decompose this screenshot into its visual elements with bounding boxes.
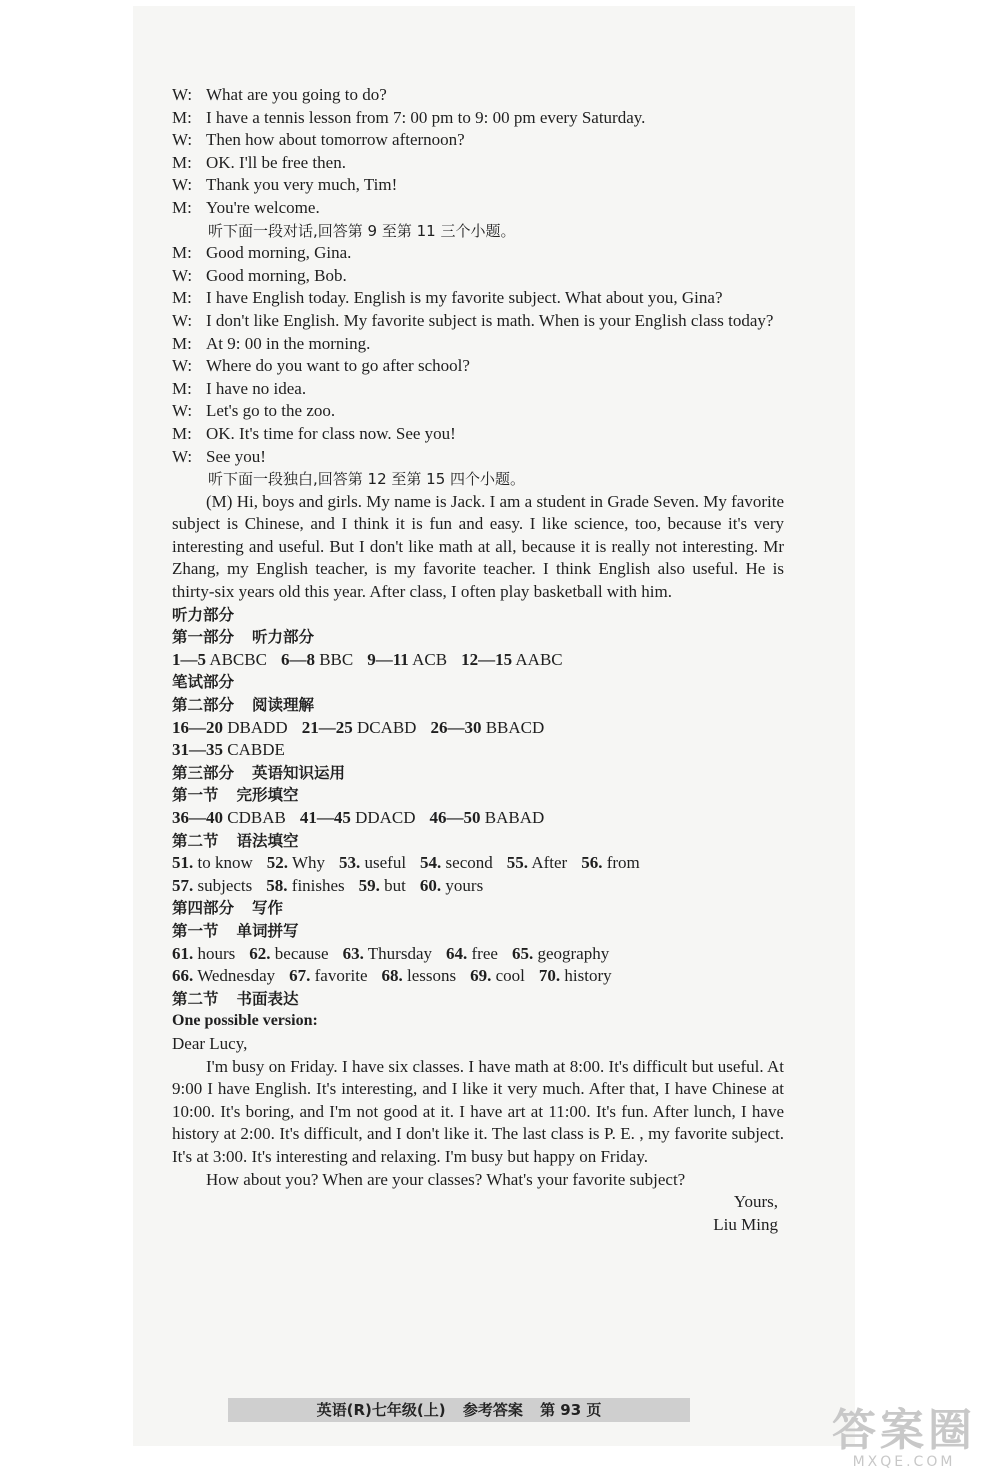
speaker-label: W: [172,130,193,150]
answers-51-56 [172,852,784,875]
answer-value: subjects [197,875,253,895]
dialog-text: OK. I'll be free then. [206,152,346,172]
dialog-line [172,355,784,378]
answer-number: 63. [342,943,364,963]
answer-value: CABDE [227,740,285,760]
heading-part4-num: 第四部分 [172,899,235,918]
heading-section3-title: 单词拼写 [236,921,299,940]
version-label: One possible version: [172,1012,318,1030]
answer-value: DDACD [355,808,416,827]
speaker-label: M: [172,333,192,353]
heading-part3-title: 英语知识运用 [252,763,346,782]
answer-value: Why [291,853,325,873]
speaker-label: M: [172,378,192,398]
answer-value: free [471,943,498,963]
answer-number: 53. [339,853,361,873]
heading-section2-num: 第二节 [172,831,219,850]
heading-section2-title: 语法填空 [236,831,299,850]
answer-number: 46—50 [429,808,481,827]
dialog-line [172,84,784,107]
answer-number: 56. [581,853,603,873]
dialog-text: Good morning, Gina. [206,243,352,263]
dialog-line [172,129,784,152]
watermark-logo [832,1405,976,1470]
speaker-label: M: [172,288,192,308]
answer-number: 62. [249,943,271,963]
dialog-text: See you! [206,446,266,466]
letter-closing: Yours, [733,1192,778,1212]
answer-number: 6—8 [280,649,315,669]
answer-number: 69. [470,966,492,986]
answers-16-30 [172,717,784,740]
answer-number: 67. [289,966,311,986]
dialog-text: Where do you want to go after school? [206,356,470,376]
answer-value: cool [495,966,525,986]
dialog-text: Let's go to the zoo. [206,401,336,421]
answer-value: history [564,966,612,986]
dialog-text: I don't like English. My favorite subject is math. When is your English class today? [206,310,774,330]
answer-number: 12—15 [461,649,513,669]
dialog-text: I have no idea. [206,378,307,398]
answer-number: 21—25 [301,717,353,737]
dialog-line [172,174,784,197]
speaker-label: M: [172,243,192,263]
dialog-2 [172,242,784,468]
heading-listening: 听力部分 [172,605,235,624]
answer-number: 9—11 [367,649,409,669]
answer-value: yours [445,875,484,895]
heading-part1 [172,626,784,649]
speaker-label: W: [172,310,193,330]
answer-value: favorite [314,966,368,986]
answer-value: from [606,853,640,873]
answers-1-15 [172,649,784,672]
speaker-label: M: [172,197,192,217]
answer-value: hours [197,943,236,963]
speaker-label: M: [172,107,192,127]
monologue: (M) Hi, boys and girls. My name is Jack. I am a student in Grade Seven. My favorite subject is Chinese, and I think it is fun and easy. I like science, too, because it's very interesting and useful. But I don't like math at all, because it is really not interesting. Mr Zhang, my English teacher, is my favorite teacher. I think English also useful. He is thirty-six years old this year. After class, I often play basketball with him. [172,491,784,602]
dialog-text: I have a tennis lesson from 7: 00 pm to 9: 00 pm every Saturday. [206,107,646,127]
dialog-line [172,333,784,356]
watermark-title: 答案圈 [832,1405,976,1456]
footer-page-number: 第 93 页 [540,1401,602,1419]
letter-signature: Liu Ming [713,1214,778,1234]
page-content [172,84,784,1236]
heading-section3-num: 第一节 [172,921,219,940]
answer-number: 41—45 [299,808,351,827]
dialog-line [172,265,784,288]
answer-value: to know [197,853,253,873]
answer-number: 64. [446,943,468,963]
speaker-label: M: [172,152,192,172]
heading-section4-title: 书面表达 [236,989,299,1008]
answer-value: geography [537,943,610,963]
dialog-text: Good morning, Bob. [206,265,347,285]
heading-section4-num: 第二节 [172,989,219,1008]
dialog-line [172,400,784,423]
dialog-text: I have English today. English is my favorite subject. What about you, Gina? [206,288,723,308]
answer-number: 60. [419,875,442,895]
dialog-line [172,107,784,130]
answer-number: 36—40 [172,808,223,827]
heading-section1-title: 完形填空 [236,786,299,805]
answer-number: 52. [266,853,288,873]
answer-number: 58. [266,875,288,895]
speaker-label: W: [172,85,193,104]
answer-value: because [274,943,329,963]
answer-number: 70. [538,966,561,986]
answers-31-35 [172,739,784,762]
answer-number: 59. [358,875,380,895]
answer-value: DCABD [356,717,417,737]
speaker-label: W: [172,175,193,195]
answer-number: 55. [506,853,529,873]
answer-number: 16—20 [172,717,223,737]
answer-value: lessons [407,966,457,986]
answer-value: AABC [515,649,563,669]
answer-value: ABCBC [209,649,267,669]
dialog-text: At 9: 00 in the morning. [206,333,371,353]
answers-57-60 [172,875,784,898]
heading-section1 [172,784,784,807]
letter-greeting: Dear Lucy, [172,1033,248,1053]
heading-section1-num: 第一节 [172,786,219,805]
answer-value: BABAD [484,808,545,827]
speaker-label: W: [172,401,193,421]
dialog-line [172,242,784,265]
answer-number: 26—30 [430,717,482,737]
answer-number: 66. [172,966,194,986]
dialog-line [172,152,784,175]
speaker-label: W: [172,265,193,285]
instruction-2: 听下面一段独白,回答第 12 至第 15 四个小题。 [208,470,526,489]
dialog-text: You're welcome. [206,197,320,217]
page-footer [228,1398,690,1422]
dialog-1 [172,84,784,220]
answer-value: Thursday [367,943,433,963]
dialog-line [172,423,784,446]
dialog-line [172,287,784,310]
answer-value: DBADD [227,717,288,737]
footer-section: 参考答案 [462,1401,523,1419]
heading-section3 [172,920,784,943]
answers-36-50 [172,807,784,830]
dialog-line [172,197,784,220]
heading-part1-num: 第一部分 [172,628,235,647]
answer-value: second [445,853,493,873]
dialog-text: OK. It's time for class now. See you! [206,423,456,443]
heading-written: 笔试部分 [172,673,235,692]
dialog-text: Then how about tomorrow afternoon? [206,130,465,150]
dialog-text: What are you going to do? [206,85,387,104]
footer-book-title: 英语(R)七年级(上) [316,1401,446,1419]
speaker-label: M: [172,423,192,443]
answers-61-65 [172,943,784,966]
heading-part2 [172,694,784,717]
answer-number: 1—5 [172,649,206,669]
watermark-url: MXQE.COM [852,1454,956,1470]
heading-part4-title: 写作 [252,899,284,918]
answer-value: CDBAB [227,808,286,827]
letter-question: How about you? When are your classes? What's your favorite subject? [206,1169,686,1189]
heading-section2 [172,830,784,853]
speaker-label: W: [172,356,193,376]
dialog-line [172,378,784,401]
heading-part3-num: 第三部分 [172,763,235,782]
letter-body: I'm busy on Friday. I have six classes. I have math at 8:00. It's difficult but useful. At 9:00 I have English. It's interesting, and I like it very much. After that, I have Chinese at 10:00. It's boring, and I'm not good at it. I have art at 11:00. It's fun. After lunch, I have history at 2:00. It's difficult, and I don't like it. The last class is P. E. , my favorite subject. It's at 3:00. It's interesting and relaxing. I'm busy but happy on Friday. [172,1056,784,1166]
answer-value: finishes [291,875,345,895]
answer-number: 61. [172,943,194,963]
dialog-line [172,446,784,469]
answer-value: BBC [319,649,354,669]
answer-number: 57. [172,875,194,895]
answer-number: 65. [511,943,534,963]
heading-part2-title: 阅读理解 [252,696,315,715]
instruction-1: 听下面一段对话,回答第 9 至第 11 三个小题。 [208,221,516,240]
answer-value: ACB [412,649,448,669]
heading-part3 [172,762,784,785]
answer-value: After [531,853,568,873]
answer-value: useful [364,853,407,873]
answer-number: 31—35 [172,740,223,760]
heading-part1-title: 听力部分 [252,628,315,647]
answer-value: but [384,875,406,895]
answer-value: BBACD [485,717,545,737]
heading-part4 [172,897,784,920]
answer-number: 51. [172,853,194,873]
answers-66-70 [172,965,784,988]
dialog-line [172,310,784,333]
heading-section4 [172,988,784,1011]
heading-part2-num: 第二部分 [172,696,235,715]
dialog-text: Thank you very much, Tim! [206,175,398,195]
answer-number: 54. [420,853,442,873]
answer-value: Wednesday [197,966,276,986]
speaker-label: W: [172,446,193,466]
answer-number: 68. [381,966,403,986]
